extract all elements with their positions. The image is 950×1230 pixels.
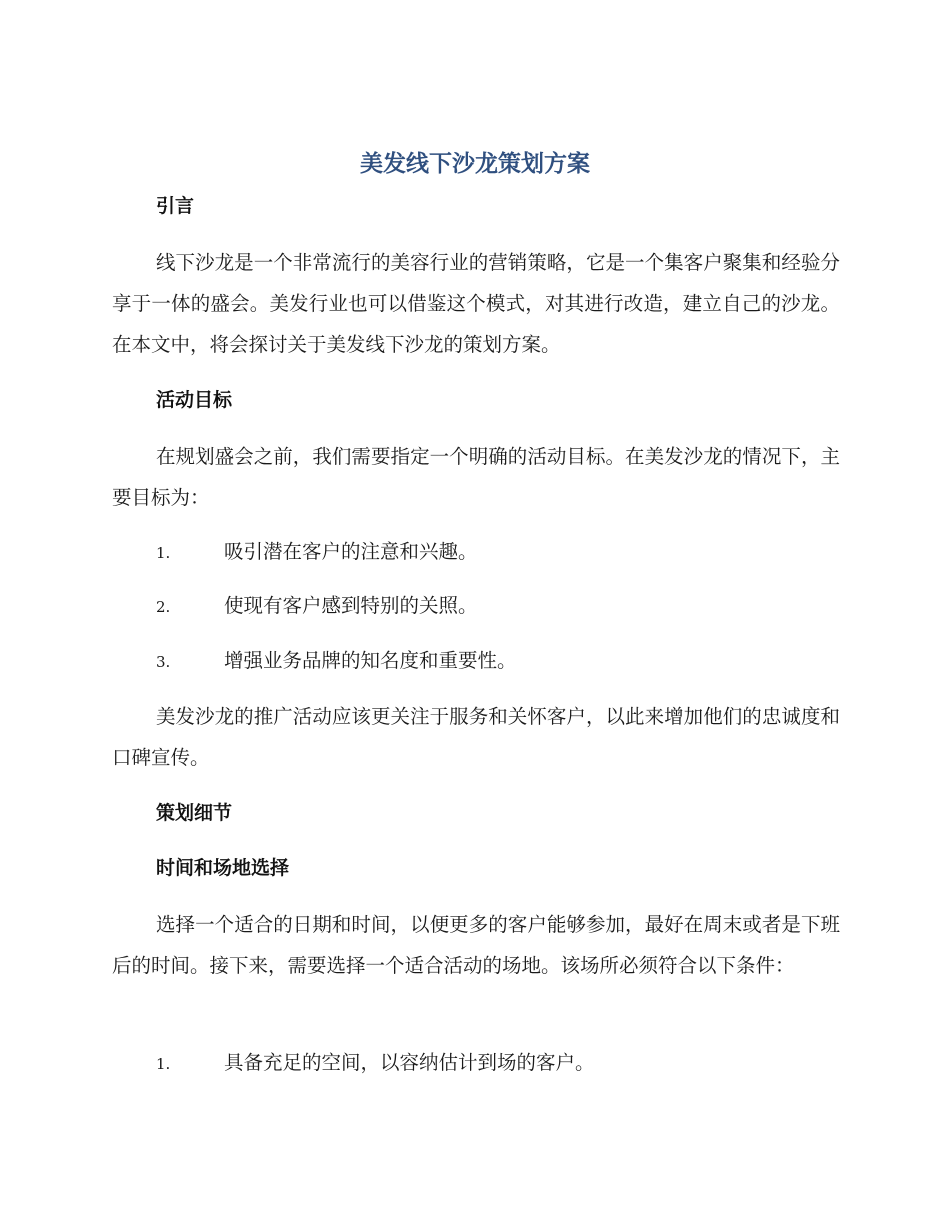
list-item: [156, 592, 478, 621]
list-item: [156, 1049, 595, 1078]
list-item-number: 2.: [156, 598, 171, 616]
heading-time-venue: 时间和场地选择: [156, 857, 290, 879]
heading-intro: 引言: [156, 195, 195, 217]
document-title: 美发线下沙龙策划方案: [360, 151, 590, 177]
paragraph-time-venue: 选择一个适合的日期和时间，以便更多的客户能够参加，最好在周末或者是下班后的时间。接下来，需要选择一个适合活动的场地。该场所必须符合以下条件：: [112, 913, 840, 977]
paragraph-intro: 线下沙龙是一个非常流行的美容行业的营销策略，它是一个集客户聚集和经验分享于一体的盛会。美发行业也可以借鉴这个模式，对其进行改造，建立自己的沙龙。在本文中，将会探讨关于美发线下沙龙的策划方案。: [112, 251, 840, 356]
list-item: [156, 647, 517, 676]
heading-details: 策划细节: [156, 802, 233, 824]
list-item-text: 吸引潜在客户的注意和兴趣。: [224, 540, 478, 563]
list-item-text: 增强业务品牌的知名度和重要性。: [224, 649, 517, 672]
list-item-text: 具备充足的空间，以容纳估计到场的客户。: [224, 1051, 595, 1074]
list-item-number: 3.: [156, 653, 171, 671]
heading-goals: 活动目标: [156, 389, 233, 411]
list-item-number: 1.: [156, 544, 171, 562]
list-item-number: 1.: [156, 1055, 171, 1073]
paragraph-goals-closing: 美发沙龙的推广活动应该更关注于服务和关怀客户，以此来增加他们的忠诚度和口碑宣传。: [112, 705, 840, 769]
paragraph-goals: 在规划盛会之前，我们需要指定一个明确的活动目标。在美发沙龙的情况下，主要目标为：: [112, 445, 840, 509]
list-item-text: 使现有客户感到特别的关照。: [224, 594, 478, 617]
list-item: [156, 538, 478, 567]
